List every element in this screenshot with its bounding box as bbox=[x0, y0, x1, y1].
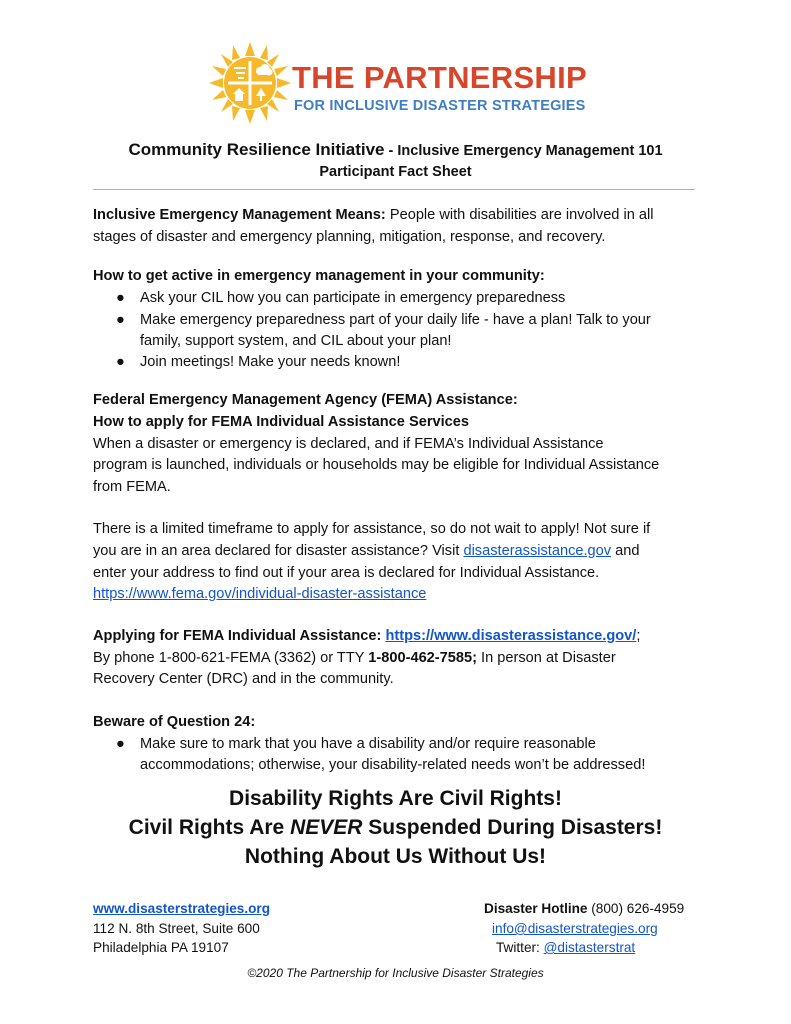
intro-line-2: stages of disaster and emergency planning, mitigation, response, and recovery. bbox=[93, 229, 606, 245]
fema-individual-assistance-link[interactable]: https://www.fema.gov/individual-disaster-assistance bbox=[93, 586, 427, 602]
logo-title: THE PARTNERSHIP bbox=[292, 60, 588, 95]
slogan-line-2 bbox=[0, 816, 791, 840]
applying-line-3: Recovery Center (DRC) and in the community. bbox=[93, 671, 394, 687]
fema-heading bbox=[93, 390, 518, 412]
applying-phone-text: By phone 1-800-621-FEMA (3362) or TTY bbox=[93, 650, 369, 666]
get-active-heading bbox=[93, 266, 545, 288]
email-link[interactable]: info@disasterstrategies.org bbox=[492, 921, 658, 936]
applying-label: Applying for FEMA Individual Assistance: bbox=[93, 628, 386, 644]
bullet-text: family, support system, and CIL about your plan! bbox=[140, 333, 452, 349]
bullet-text: Ask your CIL how you can participate in emergency preparedness bbox=[140, 290, 566, 306]
intro-text: People with disabilities are involved in all bbox=[385, 207, 654, 223]
fema-heading-text: Federal Emergency Management Agency (FEMA) Assistance: bbox=[93, 392, 518, 408]
footer-twitter bbox=[496, 938, 635, 958]
bullet-icon: ● bbox=[116, 736, 125, 752]
twitter-label: Twitter: bbox=[496, 940, 544, 955]
title-course: Inclusive Emergency Management 101 bbox=[397, 143, 663, 159]
slogan-line-3: Nothing About Us Without Us! bbox=[244, 845, 547, 868]
bullet-icon: ● bbox=[116, 354, 125, 370]
twitter-link[interactable]: @distasterstrat bbox=[543, 940, 636, 955]
sun-logo-icon bbox=[208, 40, 292, 126]
question24-heading bbox=[93, 712, 255, 734]
title-separator: - bbox=[384, 143, 398, 159]
copyright: ©2020 The Partnership for Inclusive Disaster Strategies bbox=[247, 966, 544, 980]
document-title bbox=[0, 140, 791, 160]
fema-subheading bbox=[93, 412, 469, 434]
fema-para2-text: and bbox=[611, 543, 640, 559]
fema-para1-line: from FEMA. bbox=[93, 479, 171, 495]
bullet-text: Make emergency preparedness part of your daily life - have a plan! Talk to your bbox=[140, 312, 651, 328]
hotline-label: Disaster Hotline bbox=[484, 901, 588, 916]
applying-inperson-text: In person at Disaster bbox=[477, 650, 616, 666]
footer-hotline bbox=[484, 899, 684, 919]
slogan-text: Civil Rights Are bbox=[128, 816, 291, 839]
applying-punct: ; bbox=[636, 628, 641, 644]
bullet-icon: ● bbox=[116, 312, 125, 328]
get-active-heading-text: How to get active in emergency management in your community: bbox=[93, 268, 545, 284]
bullet-text: accommodations; otherwise, your disability-related needs won’t be addressed! bbox=[140, 757, 646, 773]
bullet-text: Make sure to mark that you have a disability and/or require reasonable bbox=[140, 736, 596, 752]
intro-line-1 bbox=[93, 205, 654, 227]
hotline-number: (800) 626-4959 bbox=[587, 901, 685, 916]
slogan-line-1: Disability Rights Are Civil Rights! bbox=[229, 787, 562, 810]
disasterassistance-gov-link[interactable]: https://www.disasterassistance.gov/ bbox=[385, 628, 637, 644]
fema-subheading-text: How to apply for FEMA Individual Assistance Services bbox=[93, 414, 470, 430]
applying-line-1 bbox=[93, 626, 640, 648]
tty-number: 1-800-462-7585; bbox=[368, 650, 477, 666]
fema-para1-line: program is launched, individuals or households may be eligible for Individual Assistance bbox=[93, 457, 660, 473]
bullet-icon: ● bbox=[116, 290, 125, 306]
fema-para2-line bbox=[93, 584, 426, 606]
fema-para2-line: There is a limited timeframe to apply for assistance, so do not wait to apply! Not sure if bbox=[93, 521, 651, 537]
header-divider bbox=[93, 189, 695, 190]
question24-heading-text: Beware of Question 24: bbox=[93, 714, 256, 730]
fema-para2-line bbox=[93, 541, 640, 563]
disasterassistance-link[interactable]: disasterassistance.gov bbox=[463, 543, 612, 559]
footer-address-2: Philadelphia PA 19107 bbox=[93, 940, 229, 955]
partnership-logo bbox=[208, 40, 588, 126]
website-link[interactable]: www.disasterstrategies.org bbox=[93, 901, 271, 916]
footer-email bbox=[492, 919, 658, 939]
logo-subtitle: FOR INCLUSIVE DISASTER STRATEGIES bbox=[294, 98, 586, 114]
fema-para1-line: When a disaster or emergency is declared, and if FEMA’s Individual Assistance bbox=[93, 436, 604, 452]
fema-para2-line: enter your address to find out if your area is declared for Individual Assistance. bbox=[93, 565, 600, 581]
document-subtitle: Participant Fact Sheet bbox=[319, 164, 472, 180]
intro-label: Inclusive Emergency Management Means: bbox=[93, 207, 386, 223]
applying-line-2 bbox=[93, 648, 616, 670]
footer-address-1: 112 N. 8th Street, Suite 600 bbox=[93, 921, 260, 936]
slogan-text: Suspended During Disasters! bbox=[362, 816, 663, 839]
bullet-text: Join meetings! Make your needs known! bbox=[140, 354, 401, 370]
title-main: Community Resilience Initiative bbox=[128, 140, 385, 159]
fema-para2-text: you are in an area declared for disaster assistance? Visit bbox=[93, 543, 464, 559]
footer-website bbox=[93, 899, 270, 919]
slogan-emphasis: NEVER bbox=[290, 816, 363, 839]
